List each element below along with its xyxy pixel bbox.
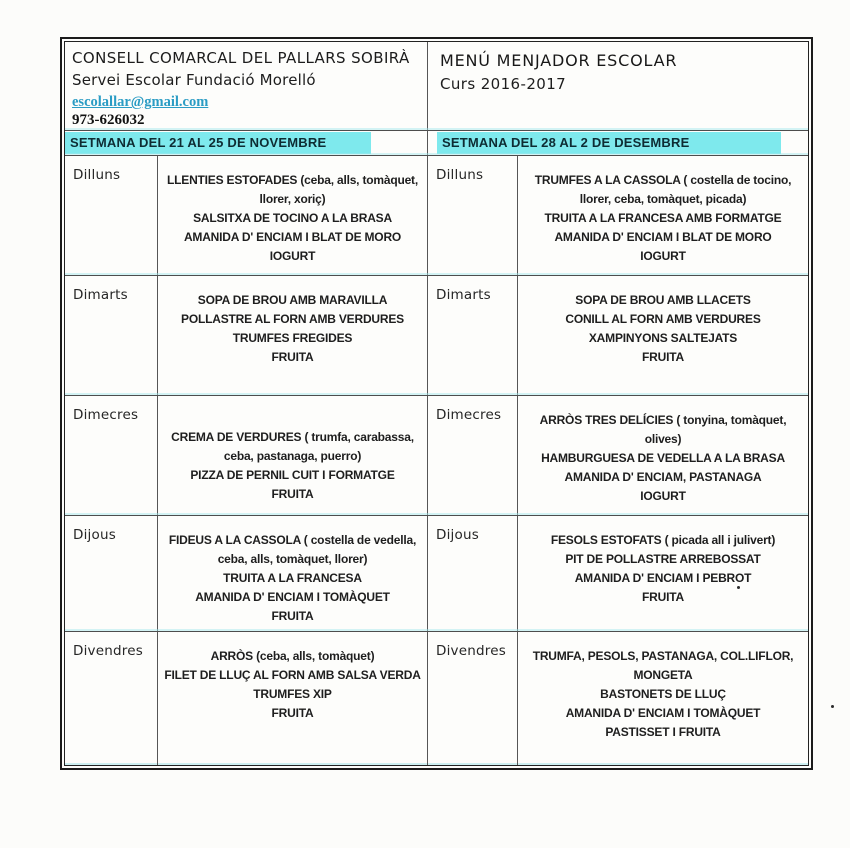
menu-item: FRUITA [271,706,314,720]
menu-item: IOGURT [640,489,686,503]
menu-item: AMANIDA D' ENCIAM I PEBROT [574,571,752,585]
menu-item: POLLASTRE AL FORN AMB VERDURES [181,312,404,326]
menu-item: TRUITA A LA FRANCESA [223,571,362,585]
menu-cell-tuesday-w2 [517,275,808,395]
menu-cell-monday-w2 [517,155,808,275]
menu-item: TRUMFES A LA CASSOLA ( costella de tocino, llorer, ceba, tomàquet, picada) [534,173,792,206]
day-label-tuesday-w1: Dimarts [65,275,157,395]
menu-item: ARRÒS TRES DELÍCIES ( tonyina, tomàquet, olives) [539,413,787,446]
menu-item: ARRÒS (ceba, alls, tomàquet) [210,649,375,663]
day-label-monday-w2: Dilluns [427,155,517,275]
menu-item: FRUITA [271,609,314,623]
menu-item: TRUITA A LA FRANCESA AMB FORMATGE [544,211,782,225]
week1-band [65,130,427,155]
menu-item: HAMBURGUESA DE VEDELLA A LA BRASA [541,451,785,465]
menu-item: TRUMFA, PESOLS, PASTANAGA, COL.LIFLOR, MONGETA [532,649,794,682]
menu-item: XAMPINYONS SALTEJATS [588,331,738,345]
menu-item: CREMA DE VERDURES ( trumfa, carabassa, ceba, pastanaga, puerro) [171,430,414,463]
menu-item: FRUITA [271,487,314,501]
menu-item: TRUMFES FREGIDES [232,331,353,345]
day-label-friday-w1: Divendres [65,631,157,765]
menu-cell-wednesday-w1 [157,395,427,515]
menu-item: IOGURT [640,249,686,263]
menu-item: AMANIDA D' ENCIAM I BLAT DE MORO [183,230,402,244]
day-label-thursday-w2: Dijous [427,515,517,631]
org-header [65,42,427,130]
org-title: CONSELL COMARCAL DEL PALLARS SOBIRÀ [72,49,410,67]
menu-item: FRUITA [642,350,684,364]
day-label-monday-w1: Dilluns [65,155,157,275]
menu-item: SOPA DE BROU AMB MARAVILLA [197,293,388,307]
org-email-link[interactable]: escolallar@gmail.com [72,94,209,110]
menu-item: AMANIDA D' ENCIAM I TOMÀQUET [565,706,761,720]
menu-item: FIDEUS A LA CASSOLA ( costella de vedella, ceba, alls, tomàquet, llorer) [168,533,417,566]
scan-speck [737,586,740,589]
menu-item: AMANIDA D' ENCIAM I TOMÀQUET [195,590,390,604]
org-phone: 973-626032 [72,112,145,128]
day-label-wednesday-w1: Dimecres [65,395,157,515]
menu-table [60,37,813,770]
org-subtitle: Servei Escolar Fundació Morelló [72,71,316,89]
menu-table-grid [64,41,809,766]
menu-item: IOGURT [269,249,316,263]
menu-item: SOPA DE BROU AMB LLACETS [575,293,751,307]
page-title: MENÚ MENJADOR ESCOLAR [440,51,678,70]
day-label-thursday-w1: Dijous [65,515,157,631]
menu-cell-tuesday-w1 [157,275,427,395]
menu-item: PIZZA DE PERNIL CUIT I FORMATGE [190,468,395,482]
menu-item: FRUITA [271,350,314,364]
menu-item: AMANIDA D' ENCIAM, PASTANAGA [564,470,762,484]
menu-item: FILET DE LLUÇ AL FORN AMB SALSA VERDA [164,668,421,682]
day-label-tuesday-w2: Dimarts [427,275,517,395]
menu-item: PIT DE POLLASTRE ARREBOSSAT [565,552,761,566]
scan-speck [831,705,834,708]
menu-item: TRUMFES XIP [253,687,332,701]
menu-cell-monday-w1 [157,155,427,275]
course-year: Curs 2016-2017 [440,75,567,93]
menu-item: AMANIDA D' ENCIAM I BLAT DE MORO [554,230,772,244]
menu-item: BASTONETS DE LLUÇ [600,687,726,701]
day-label-friday-w2: Divendres [427,631,517,765]
day-label-wednesday-w2: Dimecres [427,395,517,515]
menu-item: LLENTIES ESTOFADES (ceba, alls, tomàquet, llorer, xoriç) [167,173,418,206]
menu-header [427,42,808,130]
menu-item: SALSITXA DE TOCINO A LA BRASA [193,211,392,225]
menu-item: FESOLS ESTOFATS ( picada all i julivert) [550,533,776,547]
menu-item: PASTISSET I FRUITA [605,725,721,739]
week2-label: SETMANA DEL 28 AL 2 DE DESEMBRE [437,132,781,154]
week2-band [427,130,808,155]
menu-cell-friday-w1 [157,631,427,765]
week1-label: SETMANA DEL 21 AL 25 DE NOVEMBRE [65,132,371,154]
menu-item: FRUITA [642,590,684,604]
menu-cell-thursday-w1 [157,515,427,631]
menu-cell-wednesday-w2 [517,395,808,515]
menu-item: CONILL AL FORN AMB VERDURES [565,312,761,326]
menu-cell-friday-w2 [517,631,808,765]
menu-cell-thursday-w2 [517,515,808,631]
